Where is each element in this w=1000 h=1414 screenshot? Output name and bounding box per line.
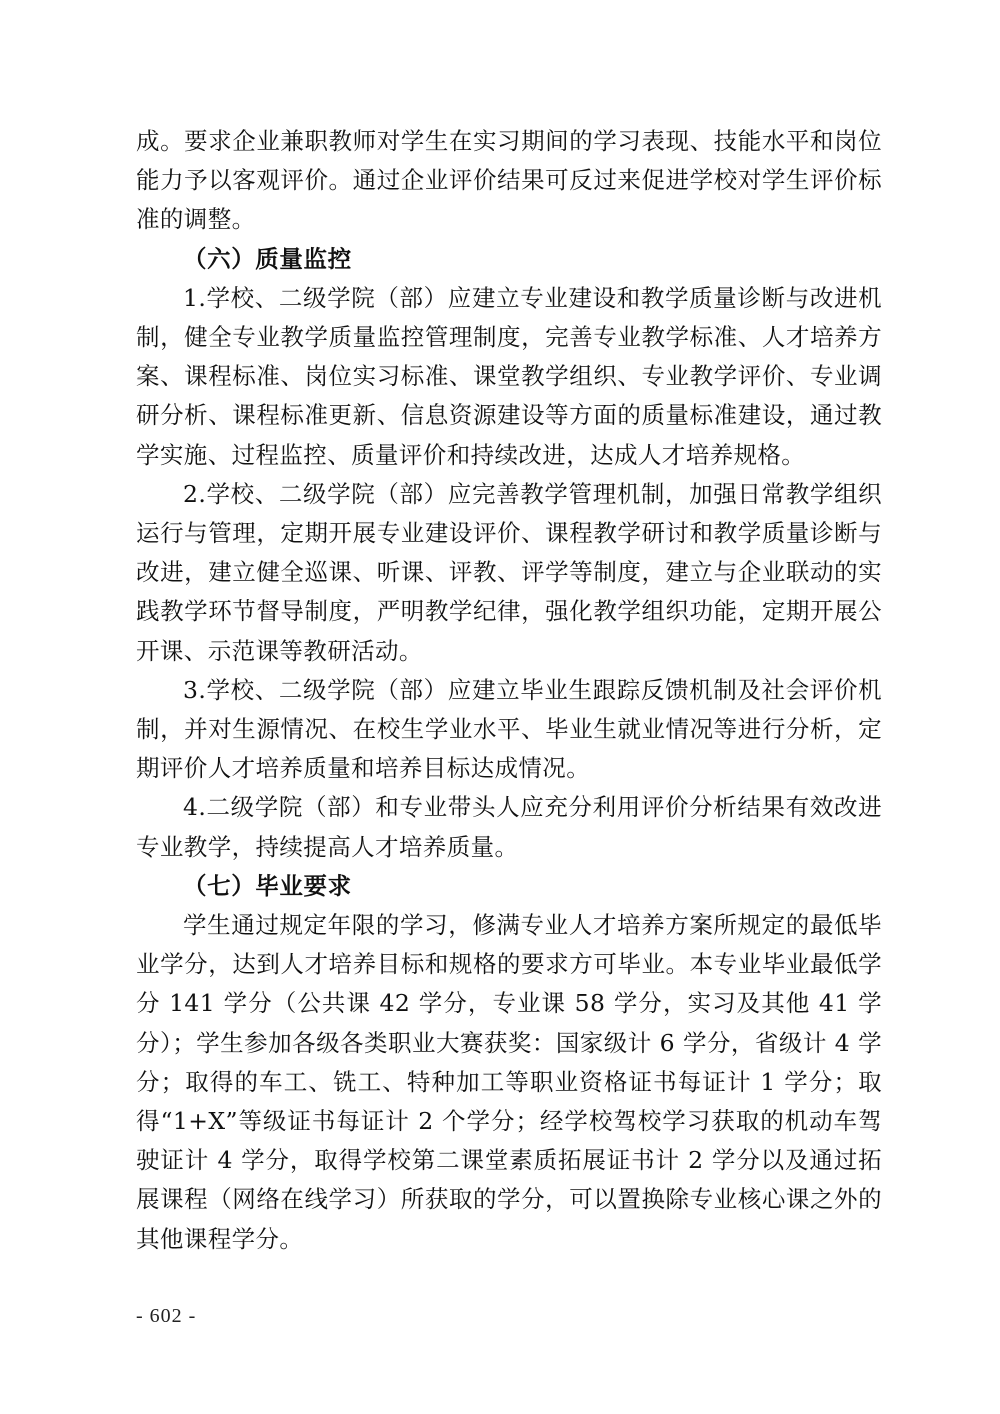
document-body [136, 122, 882, 1259]
paragraph-continuation: 成。要求企业兼职教师对学生在实习期间的学习表现、技能水平和岗位能力予以客观评价。通过企业评价结果可反过来促进学校对学生评价标准的调整。 [136, 127, 882, 234]
paragraph-item-3: 3.学校、二级学院（部）应建立毕业生跟踪反馈机制及社会评价机制，并对生源情况、在校生学业水平、毕业生就业情况等进行分析，定期评价人才培养质量和培养目标达成情况。 [136, 675, 882, 783]
page-number: - 602 - [136, 1305, 197, 1327]
paragraph-item-4: 4.二级学院（部）和专业带头人应充分利用评价分析结果有效改进专业教学，持续提高人才培养质量。 [136, 793, 882, 861]
paragraph-graduation: 学生通过规定年限的学习，修满专业人才培养方案所规定的最低毕业学分，达到人才培养目标和规格的要求方可毕业。本专业毕业最低学分 141 学分（公共课 42 学分，专业课 58 学分，实习及其他 41 学分）；学生参加各级各类职业大赛获奖：国家级计 6 学分，省级计 4 学分；取得的车工、铣工、特种加工等职业资格证书每证计 1 学分；取得“1+X”等级证书每证计 2 个学分；经学校驾校学习获取的机动车驾驶证计 4 学分，取得学校第二课堂素质拓展证书计 2 学分以及通过拓展课程（网络在线学习）所获取的学分，可以置换除专业核心课之外的其他课程学分。 [136, 911, 882, 1253]
section-heading-quality-monitoring: （六）质量监控 [183, 244, 352, 273]
paragraph-item-2: 2.学校、二级学院（部）应完善教学管理机制，加强日常教学组织运行与管理，定期开展专业建设评价、课程教学研讨和教学质量诊断与改进，建立健全巡课、听课、评教、评学等制度，建立与企业联动的实践教学环节督导制度，严明教学纪律，强化教学组织功能，定期开展公开课、示范课等教研活动。 [136, 479, 882, 665]
paragraph-item-1: 1.学校、二级学院（部）应建立专业建设和教学质量诊断与改进机制，健全专业教学质量监控管理制度，完善专业教学标准、人才培养方案、课程标准、岗位实习标准、课堂教学组织、专业教学评价、专业调研分析、课程标准更新、信息资源建设等方面的质量标准建设，通过教学实施、过程监控、质量评价和持续改进，达成人才培养规格。 [136, 283, 882, 469]
section-heading-graduation-requirements: （七）毕业要求 [183, 871, 352, 900]
